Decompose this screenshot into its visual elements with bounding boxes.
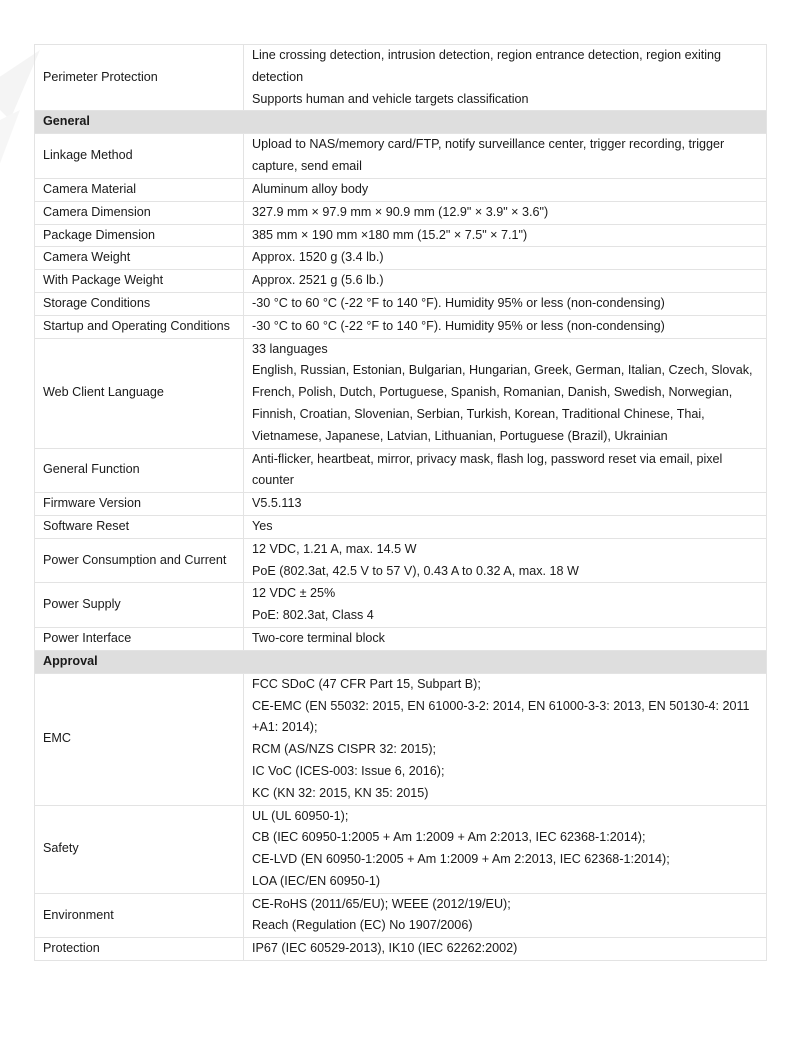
spec-value [244,538,767,583]
spec-value [244,224,767,247]
spec-label: Camera Material [35,178,244,201]
spec-label: Power Supply [35,583,244,628]
spec-value [244,270,767,293]
spec-value-line: Approx. 1520 g (3.4 lb.) [252,250,384,265]
spec-row [35,201,767,224]
spec-value-line: PoE: 802.3at, Class 4 [252,608,374,623]
spec-label: With Package Weight [35,270,244,293]
spec-value [244,805,767,893]
spec-label: Power Interface [35,627,244,650]
spec-row [35,134,767,179]
spec-value [244,45,767,111]
section-title: Approval [35,650,767,673]
spec-value-line: RCM (AS/NZS CISPR 32: 2015); [252,742,437,757]
spec-value-line: CE-LVD (EN 60950-1:2005 + Am 1:2009 + Am 2:2013, IEC 62368-1:2014); [252,852,670,867]
spec-table [34,44,767,961]
spec-label: Software Reset [35,515,244,538]
section-header [35,650,767,673]
section-header [35,111,767,134]
spec-value-line: FCC SDoC (47 CFR Part 15, Subpart B); [252,676,481,691]
spec-value-line: V5.5.113 [252,496,302,511]
spec-value-line: IP67 (IEC 60529-2013), IK10 (IEC 62262:2002) [252,941,518,956]
spec-row [35,538,767,583]
spec-label: Startup and Operating Conditions [35,315,244,338]
spec-value-line: PoE (802.3at, 42.5 V to 57 V), 0.43 A to 0.32 A, max. 18 W [252,563,579,578]
spec-row [35,315,767,338]
spec-value-line: -30 °C to 60 °C (-22 °F to 140 °F). Humidity 95% or less (non-condensing) [252,318,665,333]
spec-value-line: CB (IEC 60950-1:2005 + Am 1:2009 + Am 2:2013, IEC 62368-1:2014); [252,830,646,845]
spec-value [244,583,767,628]
spec-label: Camera Dimension [35,201,244,224]
spec-label: Environment [35,893,244,938]
spec-value [244,134,767,179]
spec-label: Linkage Method [35,134,244,179]
spec-value-line: 12 VDC, 1.21 A, max. 14.5 W [252,541,417,556]
spec-row [35,583,767,628]
spec-value-line: CE-RoHS (2011/65/EU); WEEE (2012/19/EU); [252,896,511,911]
spec-value-line: Approx. 2521 g (5.6 lb.) [252,273,384,288]
spec-label: Perimeter Protection [35,45,244,111]
spec-value [244,292,767,315]
spec-value [244,338,767,448]
spec-value [244,493,767,516]
spec-value [244,247,767,270]
spec-value [244,315,767,338]
spec-value-line: UL (UL 60950-1); [252,808,349,823]
spec-label: Protection [35,938,244,961]
spec-value [244,938,767,961]
spec-value [244,201,767,224]
spec-row [35,515,767,538]
spec-label: Package Dimension [35,224,244,247]
spec-row [35,178,767,201]
spec-row [35,45,767,111]
spec-value-line: English, Russian, Estonian, Bulgarian, Hungarian, Greek, German, Italian, Czech, Slovak, French, Polish, Dutch, Portuguese, Spanish, Romanian, Danish, Swedish, Norwegian, Finnish, Croatian, Slovenian, Serbian, Turkish, Korean, Traditional Chinese, Thai, Vietnamese, Japanese, Latvian, Lithuanian, Portuguese (Brazil), Ukrainian [252,363,753,443]
spec-value-line: KC (KN 32: 2015, KN 35: 2015) [252,785,429,800]
spec-value [244,893,767,938]
spec-value-line: 12 VDC ± 25% [252,586,336,601]
spec-row [35,805,767,893]
spec-value-line: 327.9 mm × 97.9 mm × 90.9 mm (12.9" × 3.9" × 3.6") [252,204,549,219]
spec-row [35,493,767,516]
spec-value-line: LOA (IEC/EN 60950-1) [252,873,381,888]
spec-value-line: Two-core terminal block [252,630,385,645]
spec-value-line: Supports human and vehicle targets classification [252,91,529,106]
spec-label: Firmware Version [35,493,244,516]
spec-row [35,270,767,293]
spec-label: Storage Conditions [35,292,244,315]
spec-label: Safety [35,805,244,893]
spec-value-line: 385 mm × 190 mm ×180 mm (15.2" × 7.5" × 7.1") [252,227,528,242]
spec-label: Camera Weight [35,247,244,270]
spec-value-line: Anti-flicker, heartbeat, mirror, privacy mask, flash log, password reset via email, pixel counter [252,451,723,488]
spec-value-line: IC VoC (ICES-003: Issue 6, 2016); [252,763,445,778]
spec-row [35,448,767,493]
section-title: General [35,111,767,134]
spec-label: Power Consumption and Current [35,538,244,583]
spec-value-line: -30 °C to 60 °C (-22 °F to 140 °F). Humidity 95% or less (non-condensing) [252,295,665,310]
spec-row [35,247,767,270]
spec-row [35,224,767,247]
spec-value-line: Reach (Regulation (EC) No 1907/2006) [252,918,473,933]
spec-value-line: 33 languages [252,341,328,356]
spec-value [244,515,767,538]
spec-row [35,338,767,448]
spec-value [244,627,767,650]
spec-label: EMC [35,673,244,805]
spec-value-line: CE-EMC (EN 55032: 2015, EN 61000-3-2: 2014, EN 61000-3-3: 2013, EN 50130-4: 2011 +A1: 2014); [252,698,750,735]
spec-row [35,938,767,961]
spec-label: Web Client Language [35,338,244,448]
spec-row [35,893,767,938]
spec-value-line: Aluminum alloy body [252,181,369,196]
spec-value-line: Yes [252,518,273,533]
spec-row [35,673,767,805]
spec-value [244,673,767,805]
spec-value [244,448,767,493]
spec-label: General Function [35,448,244,493]
spec-row [35,292,767,315]
spec-table-body [35,45,767,961]
spec-row [35,627,767,650]
spec-value-line: Upload to NAS/memory card/FTP, notify surveillance center, trigger recording, trigger capture, send email [252,137,725,174]
spec-value-line: Line crossing detection, intrusion detection, region entrance detection, region exiting detection [252,48,722,84]
spec-value [244,178,767,201]
